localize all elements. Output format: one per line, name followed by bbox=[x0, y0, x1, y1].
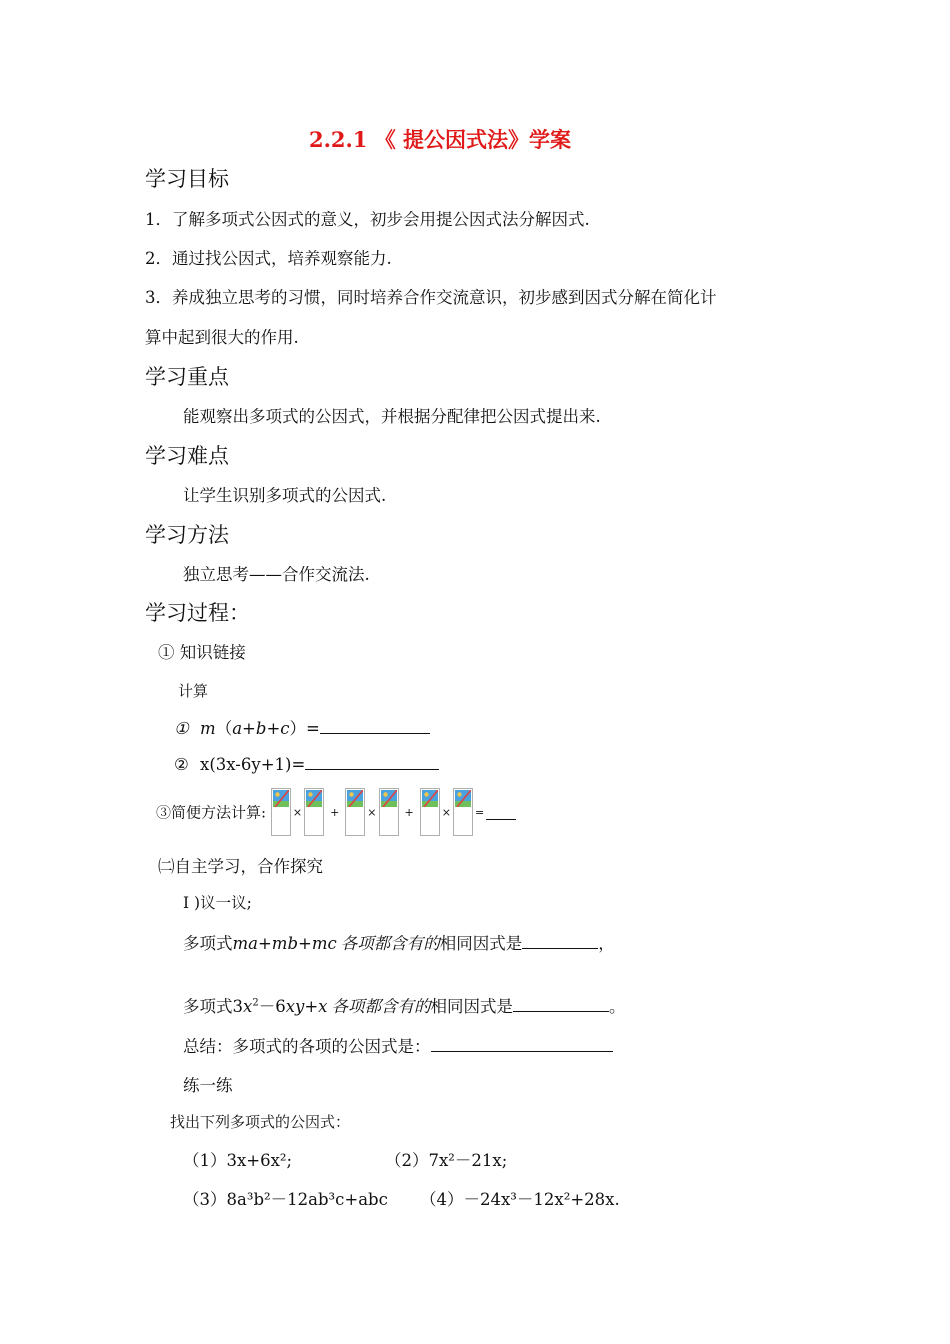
q1-number: ① bbox=[174, 719, 189, 738]
q3-answer-blank[interactable] bbox=[486, 804, 516, 820]
summary-line bbox=[183, 1033, 613, 1057]
times-1: × bbox=[292, 805, 303, 819]
line2-answer-blank[interactable] bbox=[513, 996, 609, 1012]
equals: = bbox=[474, 805, 485, 819]
line1-end: ， bbox=[598, 934, 615, 953]
line2-end: 。 bbox=[608, 997, 626, 1016]
times-3: × bbox=[441, 805, 451, 819]
line2-middle: 各项都含有的 bbox=[331, 997, 431, 1016]
process-heading: 学习过程： bbox=[145, 601, 250, 625]
page-title: 2.2.1 《 提公因式法》学案 bbox=[308, 127, 572, 152]
goal-2: 2．通过找公因式，培养观察能力. bbox=[145, 249, 392, 268]
goal-1: 1．了解多项式公因式的意义，初步会用提公因式法分解因式. bbox=[145, 210, 590, 229]
image-placeholder-6 bbox=[453, 788, 473, 836]
plus-2: + bbox=[404, 805, 414, 819]
q2-expression: x(3x-6y+1)= bbox=[200, 755, 306, 774]
line1-prefix: 多项式 bbox=[183, 934, 233, 953]
line2-xy: xy bbox=[285, 997, 305, 1016]
method-heading: 学习方法 bbox=[145, 523, 229, 547]
ex2-expression: 7x²－21x; bbox=[428, 1151, 508, 1170]
line2-minus: －6 bbox=[258, 997, 286, 1016]
ex3-number: （3） bbox=[183, 1190, 227, 1209]
q1-open: （ bbox=[215, 719, 233, 738]
key-heading: 学习重点 bbox=[145, 365, 229, 389]
difficulty-text: 让学生识别多项式的公因式. bbox=[183, 486, 387, 505]
discuss-line-2 bbox=[183, 993, 625, 1017]
exercise-2 bbox=[385, 1147, 507, 1171]
goal-3-cont: 算中起到很大的作用. bbox=[145, 328, 299, 347]
image-placeholder-3 bbox=[345, 788, 365, 836]
ex2-number: （2） bbox=[385, 1151, 429, 1170]
q1-a: a bbox=[232, 719, 243, 738]
q1-c: c bbox=[280, 719, 290, 738]
practice-heading: 练一练 bbox=[183, 1076, 233, 1095]
line2-x: x bbox=[243, 997, 253, 1016]
plus-1: + bbox=[330, 805, 340, 819]
line2-suffix: 相同因式是 bbox=[430, 997, 513, 1016]
line2-x2: x bbox=[318, 997, 328, 1016]
line2-exponent: 2 bbox=[252, 997, 259, 1009]
q1-m: m bbox=[200, 719, 216, 738]
difficulty-heading: 学习难点 bbox=[145, 444, 229, 468]
calc-label: 计算 bbox=[178, 682, 209, 700]
key-text: 能观察出多项式的公因式，并根据分配律把公因式提出来. bbox=[183, 407, 601, 426]
line2-coef: 3 bbox=[232, 997, 243, 1016]
discuss-line-1 bbox=[183, 930, 615, 954]
ex4-expression: －24x³－12x²+28x. bbox=[463, 1190, 620, 1209]
times-2: × bbox=[367, 805, 377, 819]
explore-heading: ㈡自主学习，合作探究 bbox=[158, 857, 323, 876]
goal-3: 3．养成独立思考的习惯，同时培养合作交流意识，初步感到因式分解在简化计 bbox=[145, 288, 717, 307]
ex3-expression: 8a³b²－12ab³c+abc bbox=[226, 1190, 388, 1209]
summary-answer-blank[interactable] bbox=[431, 1036, 613, 1052]
exercise-4 bbox=[420, 1186, 620, 1210]
question-1 bbox=[174, 715, 430, 739]
image-placeholder-5 bbox=[420, 788, 440, 836]
q1-plus2: + bbox=[266, 719, 281, 738]
q1-answer-blank[interactable] bbox=[320, 718, 430, 734]
line1-middle: 各项都含有的 bbox=[340, 934, 440, 953]
line1-expression: ma+mb+mc bbox=[232, 934, 337, 953]
q1-close: ）= bbox=[289, 719, 320, 738]
q1-b: b bbox=[255, 719, 267, 738]
method-text: 独立思考——合作交流法. bbox=[183, 565, 370, 584]
question-2 bbox=[174, 754, 439, 774]
ex4-number: （4） bbox=[420, 1190, 464, 1209]
goals-heading: 学习目标 bbox=[145, 167, 229, 191]
q3-label: ③简便方法计算: bbox=[156, 803, 267, 822]
find-instruction: 找出下列多项式的公因式： bbox=[170, 1113, 351, 1131]
q2-number: ② bbox=[174, 755, 189, 774]
line1-suffix: 相同因式是 bbox=[439, 934, 523, 953]
ex1-number: （1） bbox=[183, 1151, 227, 1170]
discuss-label: I )议一议; bbox=[183, 894, 252, 912]
summary-text: 总结：多项式的各项的公因式是： bbox=[183, 1037, 431, 1056]
image-placeholder-2 bbox=[304, 788, 324, 836]
question-3 bbox=[156, 788, 516, 836]
line2-plus: + bbox=[304, 997, 319, 1016]
exercise-3 bbox=[183, 1186, 388, 1210]
exercise-1 bbox=[183, 1147, 292, 1171]
q1-plus1: + bbox=[242, 719, 256, 738]
image-placeholder-4 bbox=[379, 788, 399, 836]
knowledge-heading: ① 知识链接 bbox=[158, 643, 246, 662]
line2-prefix: 多项式 bbox=[183, 997, 233, 1016]
line1-answer-blank[interactable] bbox=[522, 933, 598, 949]
q2-answer-blank[interactable] bbox=[305, 754, 439, 770]
ex1-expression: 3x+6x²; bbox=[226, 1151, 293, 1170]
image-placeholder-1 bbox=[271, 788, 291, 836]
